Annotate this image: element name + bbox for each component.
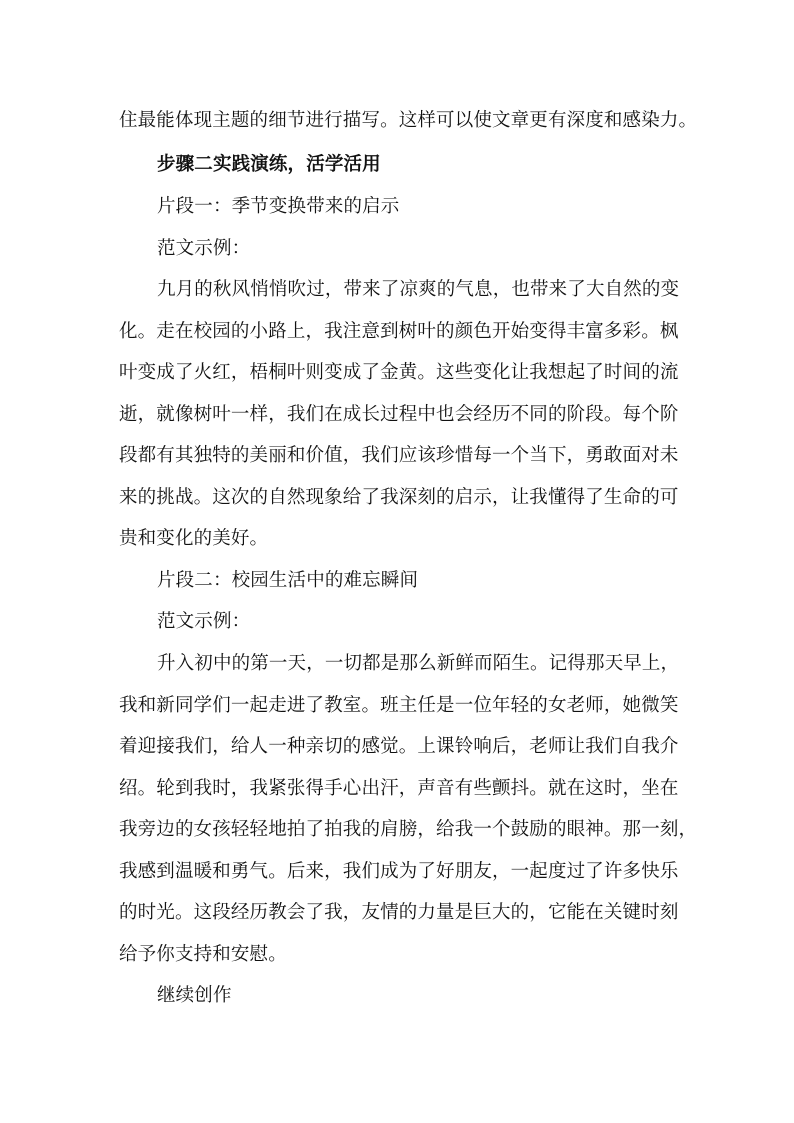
fragment2-line: 的时光。这段经历教会了我，友情的力量是巨大的，它能在关键时刻 xyxy=(119,902,679,923)
fragment2-line: 我旁边的女孩轻轻地拍了拍我的肩膀，给我一个鼓励的眼神。那一刻， xyxy=(119,819,698,840)
fragment1-line: 来的挑战。这次的自然现象给了我深刻的启示，让我懂得了生命的可 xyxy=(119,487,679,508)
fragment1-line: 化。走在校园的小路上，我注意到树叶的颜色开始变得丰富多彩。枫 xyxy=(119,321,679,342)
fragment1-line: 逝，就像树叶一样，我们在成长过程中也会经历不同的阶段。每个阶 xyxy=(119,404,679,425)
fragment1-title: 片段一：季节变换带来的启示 xyxy=(157,196,400,217)
step-heading: 步骤二实践演练，活学活用 xyxy=(157,154,381,175)
fragment2-example-label: 范文示例： xyxy=(157,611,251,632)
intro-tail-text: 住最能体现主题的细节进行描写。这样可以使文章更有深度和感染力。 xyxy=(119,110,698,131)
fragment1-example-label: 范文示例： xyxy=(157,238,251,259)
fragment1-line: 九月的秋风悄悄吹过，带来了凉爽的气息，也带来了大自然的变 xyxy=(157,279,680,300)
fragment2-line: 绍。轮到我时，我紧张得手心出汗，声音有些颤抖。就在这时，坐在 xyxy=(119,778,679,799)
fragment2-line: 给予你支持和安慰。 xyxy=(119,944,287,965)
fragment2-line: 我和新同学们一起走进了教室。班主任是一位年轻的女老师，她微笑 xyxy=(119,695,679,716)
fragment2-line: 我感到温暖和勇气。后来，我们成为了好朋友，一起度过了许多快乐 xyxy=(119,861,679,882)
fragment1-line: 贵和变化的美好。 xyxy=(119,528,269,549)
fragment2-line: 升入初中的第一天，一切都是那么新鲜而陌生。记得那天早上， xyxy=(157,653,680,674)
fragment2-line: 着迎接我们，给人一种亲切的感觉。上课铃响后，老师让我们自我介 xyxy=(119,736,679,757)
fragment1-line: 叶变成了火红，梧桐叶则变成了金黄。这些变化让我想起了时间的流 xyxy=(119,362,679,383)
continue-creation-label: 继续创作 xyxy=(157,985,232,1006)
fragment1-line: 段都有其独特的美丽和价值，我们应该珍惜每一个当下，勇敢面对未 xyxy=(119,445,679,466)
fragment2-title: 片段二：校园生活中的难忘瞬间 xyxy=(157,570,419,591)
